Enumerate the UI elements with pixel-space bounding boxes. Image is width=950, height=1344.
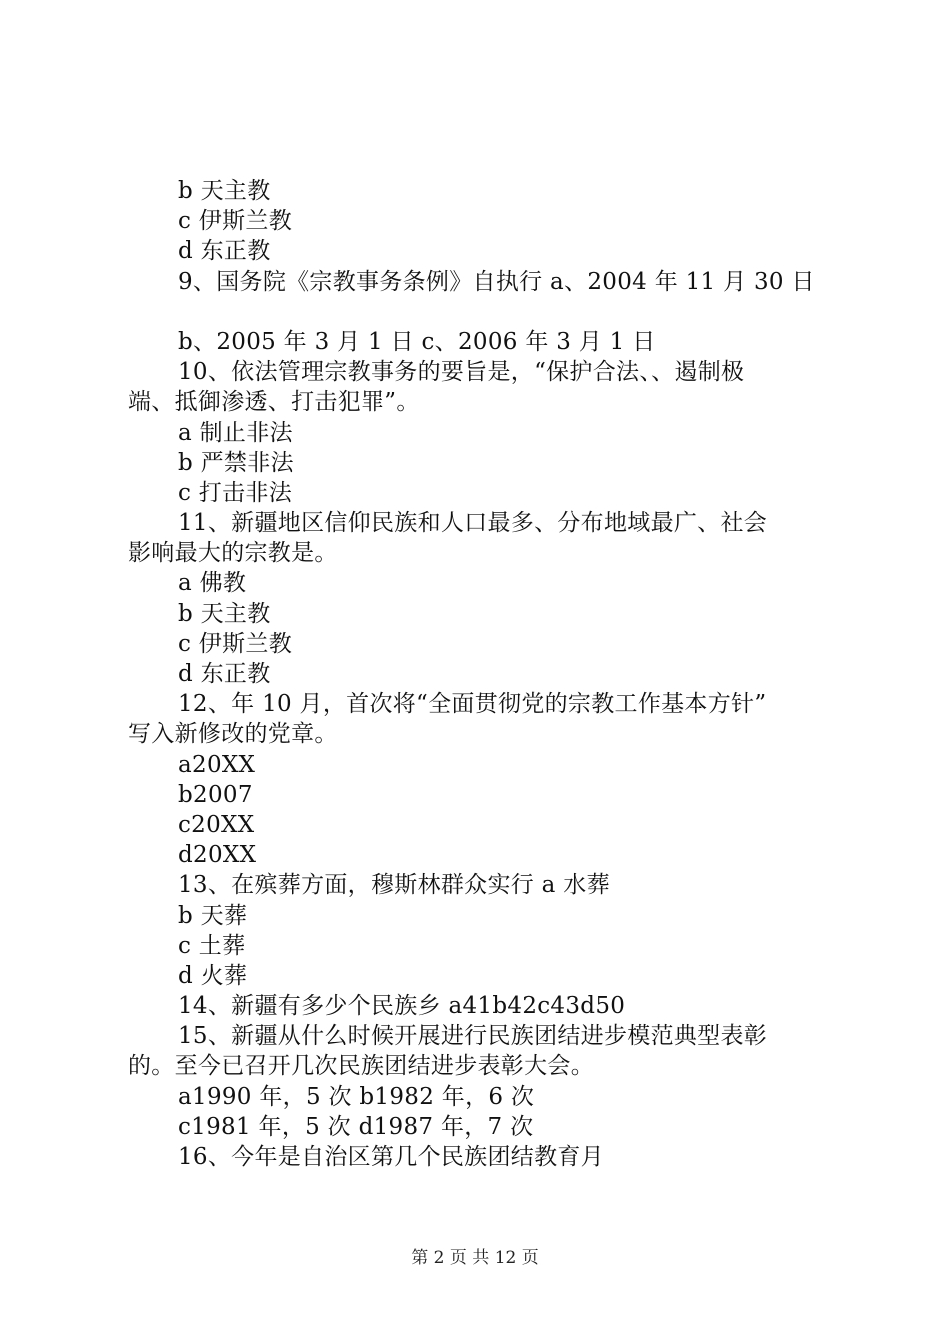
text-line: b、2005 年 3 月 1 日 c、2006 年 3 月 1 日 — [178, 328, 656, 355]
text-line: a1990 年，5 次 b1982 年，6 次 — [178, 1083, 535, 1110]
text-line: c 土葬 — [178, 932, 246, 959]
text-line: 9、国务院《宗教事务条例》自执行 a、2004 年 11 月 30 日 — [178, 268, 815, 295]
text-line: d 东正教 — [178, 661, 271, 687]
text-line: 端、抵御渗透、打击犯罪”。 — [128, 389, 420, 416]
text-line: 13、在殡葬方面，穆斯林群众实行 a 水葬 — [178, 872, 610, 899]
text-line: d 东正教 — [178, 238, 271, 265]
text-line: c20XX — [178, 811, 255, 838]
text-line: 14、新疆有多少个民族乡 a41b42c43d50 — [178, 993, 626, 1020]
text-line: c 打击非法 — [178, 479, 292, 506]
text-line: 11、新疆地区信仰民族和人口最多、分布地域最广、社会 — [178, 510, 768, 537]
text-line: 10、依法管理宗教事务的要旨是，“保护合法、、遏制极 — [178, 359, 745, 386]
text-line: 影响最大的宗教是。 — [128, 540, 338, 567]
document-body — [128, 176, 833, 1172]
text-line: b 天葬 — [178, 902, 248, 929]
text-line: c 伊斯兰教 — [178, 208, 292, 235]
text-line: d20XX — [178, 842, 257, 869]
text-line: a 佛教 — [178, 570, 247, 597]
text-line: b2007 — [178, 781, 253, 808]
text-line — [128, 297, 833, 327]
text-line: 12、年 10 月，首次将“全面贯彻党的宗教工作基本方针” — [178, 691, 767, 718]
text-line: 的。至今已召开几次民族团结进步表彰大会。 — [128, 1053, 594, 1080]
text-line: 16、今年是自治区第几个民族团结教育月 — [178, 1144, 604, 1170]
page-footer: 第 2 页 共 12 页 — [411, 1248, 539, 1268]
text-line: c1981 年，5 次 d1987 年，7 次 — [178, 1113, 534, 1140]
text-line: a20XX — [178, 751, 256, 778]
text-line: 写入新修改的党章。 — [128, 721, 338, 748]
text-line: b 严禁非法 — [178, 449, 294, 476]
text-line: c 伊斯兰教 — [178, 630, 292, 657]
text-line: d 火葬 — [178, 962, 248, 989]
text-line: b 天主教 — [178, 178, 271, 204]
text-line: b 天主教 — [178, 600, 271, 627]
text-line: a 制止非法 — [178, 419, 293, 446]
text-line: 15、新疆从什么时候开展进行民族团结进步模范典型表彰 — [178, 1023, 768, 1050]
